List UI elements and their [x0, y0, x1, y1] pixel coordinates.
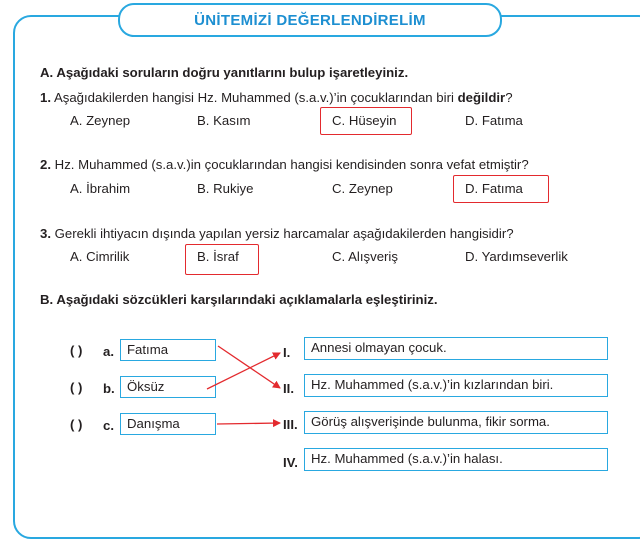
match-definition-3-text: Görüş alışverişinde bulunma, fikir sorma. — [311, 414, 550, 429]
match-letter-c: c. — [103, 418, 114, 433]
match-paren-b[interactable]: ( ) — [70, 380, 83, 395]
match-definition-1-text: Annesi olmayan çocuk. — [311, 340, 447, 355]
section-a-heading: A. Aşağıdaki soruların doğru yanıtlarını bulup işaretleyiniz. — [40, 65, 409, 80]
match-paren-a[interactable]: ( ) — [70, 343, 83, 358]
arrow-c-to-iii — [217, 423, 280, 424]
match-letter-a: a. — [103, 344, 114, 359]
q2-option-a[interactable]: A. İbrahim — [70, 181, 131, 196]
q2-option-c[interactable]: C. Zeynep — [332, 181, 393, 196]
q1-option-c[interactable]: C. Hüseyin — [332, 113, 397, 128]
match-numeral-4: IV. — [283, 455, 298, 470]
question-3-number: 3. — [40, 226, 51, 241]
q1-option-a[interactable]: A. Zeynep — [70, 113, 131, 128]
match-paren-c[interactable]: ( ) — [70, 417, 83, 432]
arrow-b-to-i — [207, 353, 280, 389]
q2-option-b[interactable]: B. Rukiye — [197, 181, 254, 196]
question-3-text: Gerekli ihtiyacın dışında yapılan yersiz harcamalar aşağıdakilerden hangisidir? — [54, 226, 514, 241]
match-numeral-3: III. — [283, 417, 298, 432]
question-1-number: 1. — [40, 90, 51, 105]
q3-option-a[interactable]: A. Cimrilik — [70, 249, 130, 264]
question-1-text: Aşağıdakilerden hangisi Hz. Muhammed (s.a.v.)’in çocuklarından biri — [53, 90, 458, 105]
match-definition-4-text: Hz. Muhammed (s.a.v.)’in halası. — [311, 451, 503, 466]
arrow-a-to-ii — [218, 346, 280, 388]
question-2-number: 2. — [40, 157, 51, 172]
match-numeral-2: II. — [283, 381, 294, 396]
question-2-text: Hz. Muhammed (s.a.v.)in çocuklarından hangisi kendisinden sonra vefat etmiştir? — [54, 157, 529, 172]
q3-option-d[interactable]: D. Yardımseverlik — [465, 249, 568, 264]
match-word-b-text: Öksüz — [127, 379, 165, 394]
q3-option-b[interactable]: B. İsraf — [197, 249, 239, 264]
match-word-a-text: Fatıma — [127, 342, 169, 357]
section-b-heading: B. Aşağıdaki sözcükleri karşılarındaki açıklamalarla eşleştiriniz. — [40, 292, 438, 307]
match-word-c-text: Danışma — [127, 416, 180, 431]
question-1-end: ? — [505, 90, 513, 105]
match-letter-b: b. — [103, 381, 115, 396]
page-title: ÜNİTEMİZİ DEĞERLENDİRELİM — [194, 11, 426, 29]
q1-option-b[interactable]: B. Kasım — [197, 113, 251, 128]
q1-option-d[interactable]: D. Fatıma — [465, 113, 523, 128]
q3-option-c[interactable]: C. Alışveriş — [332, 249, 398, 264]
q2-option-d[interactable]: D. Fatıma — [465, 181, 523, 196]
question-1-bold-word: değildir — [457, 90, 506, 105]
match-numeral-1: I. — [283, 345, 291, 360]
match-definition-2-text: Hz. Muhammed (s.a.v.)’in kızlarından biri. — [311, 377, 554, 392]
